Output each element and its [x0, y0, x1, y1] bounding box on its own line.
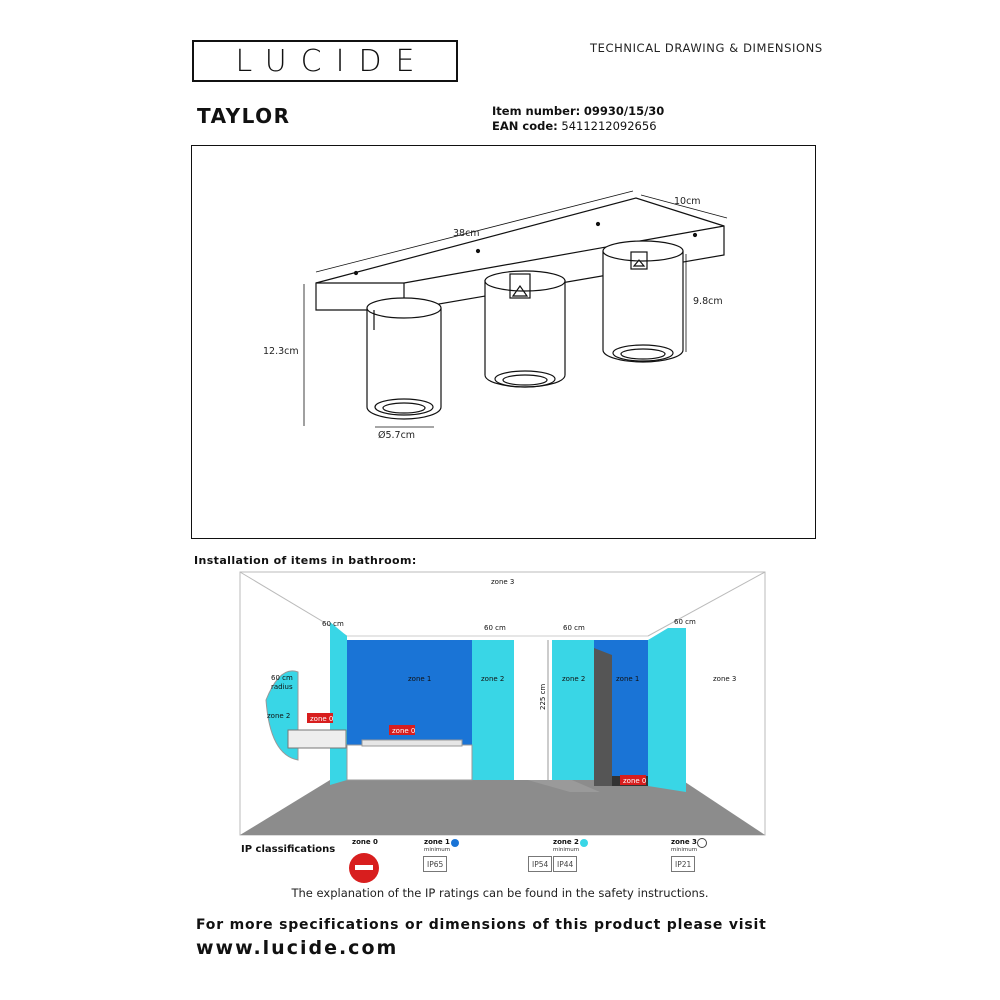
dim-length: 38cm	[453, 228, 480, 239]
ip-rating-zone3: IP21	[671, 856, 695, 872]
zone0-basin-label: zone 0	[310, 715, 334, 723]
product-name: TAYLOR	[197, 104, 291, 128]
floor	[240, 780, 765, 835]
ean-label: EAN code:	[492, 119, 558, 133]
dim-60-c: 60 cm	[563, 624, 585, 632]
zone2-left-label: zone 2	[481, 675, 505, 683]
logo-text: LUCIDE	[235, 43, 429, 79]
no-entry-icon	[349, 853, 379, 883]
bathroom-zones-diagram	[0, 560, 1000, 840]
radius-60: 60 cm	[271, 674, 293, 682]
dim-width: 10cm	[674, 196, 701, 207]
item-number-value: 09930/15/30	[583, 104, 665, 118]
dim-60-b: 60 cm	[484, 624, 506, 632]
ip-rating-zone1: IP65	[423, 856, 447, 872]
height-225: 225 cm	[539, 683, 547, 710]
ip-classifications-title: IP classifications	[241, 844, 336, 855]
ip-zone3-min: minimum	[671, 847, 698, 853]
zone2-mid-left	[472, 640, 514, 780]
zone3-dot-icon	[697, 838, 707, 848]
ip-zone1-min: minimum	[424, 847, 451, 853]
zone2-dot-icon	[580, 839, 588, 847]
ean-value: 5411212092656	[561, 119, 657, 133]
zone0-shower-label: zone 0	[623, 777, 647, 785]
radius-word: radius	[271, 683, 293, 691]
ip-note: The explanation of the IP ratings can be found in the safety instructions.	[291, 886, 709, 900]
ip-rating-zone2-a: IP54	[528, 856, 552, 872]
zone2-left-strip	[330, 622, 347, 785]
ip-zone1-label: zone 1	[424, 838, 450, 846]
zone1-left-label: zone 1	[408, 675, 432, 683]
ip-zone3-label: zone 3	[671, 838, 697, 846]
zone1-dot-icon	[451, 839, 459, 847]
dim-60-d: 60 cm	[674, 618, 696, 626]
dim-diameter: Ø5.7cm	[378, 430, 416, 441]
zone0-bath-label: zone 0	[392, 727, 416, 735]
item-number-label: Item number:	[492, 104, 581, 118]
document-title: TECHNICAL DRAWING & DIMENSIONS	[590, 41, 823, 55]
zone2-right-strip	[648, 628, 686, 792]
dim-60-a: 60 cm	[322, 620, 344, 628]
more-info-text: For more specifications or dimensions of this product please visit	[196, 917, 767, 933]
zone3-right-label: zone 3	[713, 675, 737, 683]
zone3-top-label: zone 3	[491, 578, 515, 586]
zone1-right-label: zone 1	[616, 675, 640, 683]
ip-zone2-min: minimum	[553, 847, 580, 853]
dim-height-spot: 9.8cm	[693, 296, 723, 307]
bathroom-section-title: Installation of items in bathroom:	[194, 554, 417, 567]
ip-zone2-label: zone 2	[553, 838, 579, 846]
spot-1-body	[367, 308, 441, 419]
zone2-mid-right	[552, 640, 594, 780]
dim-height-total: 12.3cm	[263, 346, 299, 357]
ip-rating-zone2-b: IP44	[553, 856, 577, 872]
ip-zone0-label: zone 0	[352, 838, 378, 846]
zone2-basin-label: zone 2	[267, 712, 291, 720]
zone2-right-label: zone 2	[562, 675, 586, 683]
website-link[interactable]: www.lucide.com	[196, 937, 399, 959]
